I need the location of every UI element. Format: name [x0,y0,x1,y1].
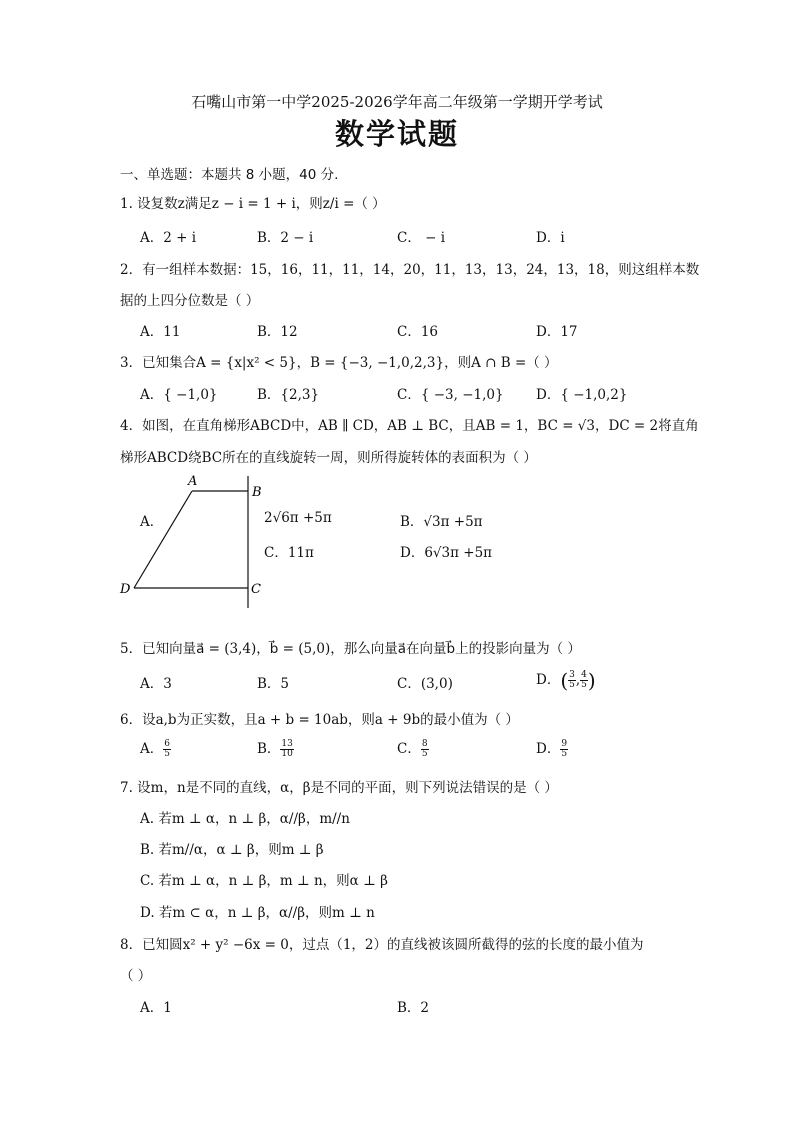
section-heading: 一、单选题：本题共 8 小题，40 分. [120,167,339,183]
q3-option-d: D．{ −1,0,2} [536,387,628,403]
q6-a-num: 6 [164,739,170,749]
vertex-label-a: A [188,474,198,489]
question-8-line-1: 8．已知圆x² + y² −6x = 0，过点（1，2）的直线被该圆所截得的弦的长度的最小值为 [120,937,644,953]
question-6-stem: 6．设a,b为正实数，且a + b = 10ab，则a + 9b的最小值为（ ） [120,712,519,728]
q2-option-a: A．11 [140,324,181,340]
q6-b-den: 10 [281,749,293,759]
q8-option-a: A．1 [140,1000,172,1016]
q5-d-x-den: 5 [569,680,575,690]
q6-d-den: 5 [561,749,568,759]
q5-d-y-den: 5 [581,680,587,690]
q6-c-num: 8 [421,739,428,749]
q3-option-a: A．{ −1,0} [140,387,218,403]
q7-option-c: C. 若m ⊥ α，n ⊥ β，m ⊥ n，则α ⊥ β [140,873,388,889]
question-4-line-2: 梯形ABCD绕BC所在的直线旋转一周，则所得旋转体的表面积为（ ） [120,450,537,466]
q1-option-a: A．2 + i [140,230,197,246]
q5-option-c: C．(3,0) [397,676,453,692]
q5-option-d-label: D． [536,672,561,688]
q7-option-d: D. 若m ⊂ α，n ⊥ β，α//β，则m ⊥ n [140,905,375,921]
q8-option-b: B．2 [397,1000,430,1016]
q4-option-d: D．6√3π +5π [400,545,493,561]
question-2-line-2: 据的上四分位数是（ ） [120,293,260,309]
q4-option-c: C．11π [264,545,314,561]
q3-option-c: C．{ −3, −1,0} [397,387,504,403]
question-1-stem: 1. 设复数z满足z − i = 1 + i，则z/i =（ ） [120,196,386,212]
q5-option-b: B．5 [257,676,290,692]
vertex-label-b: B [252,485,262,500]
q5-d-y-num: 4 [581,670,587,680]
q7-option-a: A. 若m ⊥ α，n ⊥ β，α//β，m//n [140,811,350,827]
school-header: 石嘴山市第一中学2025-2026学年高二年级第一学期开学考试 [191,93,603,111]
q6-option-b-label: B． [257,741,281,757]
question-7-stem: 7. 设m，n是不同的直线，α，β是不同的平面，则下列说法错误的是（ ） [120,780,558,796]
q6-option-c [397,737,429,759]
q7-option-b: B. 若m//α，α ⊥ β，则m ⊥ β [140,842,324,858]
q6-option-a [140,737,171,759]
q1-option-d: D．i [536,230,565,246]
q5-option-d: D．( $\frac{3}{5}$ , $\frac{4}{5}$ ) [536,668,596,693]
vertex-label-c: C [251,582,261,597]
q6-option-b [257,737,294,759]
q6-option-a-label: A． [140,741,164,757]
q6-a-den: 5 [164,749,170,759]
question-8-line-2: （ ） [120,968,152,984]
question-5-stem: 5．已知向量a⃗ = (3,4)，b⃗ = (5,0)，那么向量a⃗在向量b⃗上的投影向量为（ ） [120,641,581,657]
q2-option-b: B．12 [257,324,298,340]
q6-option-d-label: D． [536,741,561,757]
edge-ad [134,491,192,588]
q5-option-a: A．3 [140,676,172,692]
q2-option-c: C．16 [397,324,439,340]
vertex-label-d: D [120,582,131,597]
q2-option-d: D．17 [536,324,578,340]
q4-option-b: B．√3π +5π [400,514,483,530]
q6-option-c-label: C． [397,741,421,757]
q6-d-num: 9 [561,739,568,749]
question-2-line-1: 2．有一组样本数据：15，16，11，11，14，20，11，13，13，24，13，18，则这组样本数 [120,262,700,278]
question-3-stem: 3．已知集合A = {x|x² < 5}，B = {−3, −1,0,2,3}，则A ∩ B =（ ） [120,355,558,371]
q1-option-b: B．2 − i [257,230,314,246]
question-4-line-1: 4．如图，在直角梯形ABCD中，AB ∥ CD，AB ⊥ BC，且AB = 1，BC = √3，DC = 2将直角 [120,418,699,434]
trapezoid-figure [112,470,272,610]
q1-option-c: C． − i [397,230,446,246]
page-title: 数学试题 [334,117,459,151]
q6-b-num: 13 [281,739,293,749]
q4-option-a-value: 2√6π +5π [264,510,332,526]
q3-option-b: B．{2,3} [257,387,320,403]
q4-option-a-label: A． [140,514,164,530]
q6-option-d [536,737,568,759]
q6-c-den: 5 [421,749,428,759]
q5-d-x-num: 3 [569,670,575,680]
